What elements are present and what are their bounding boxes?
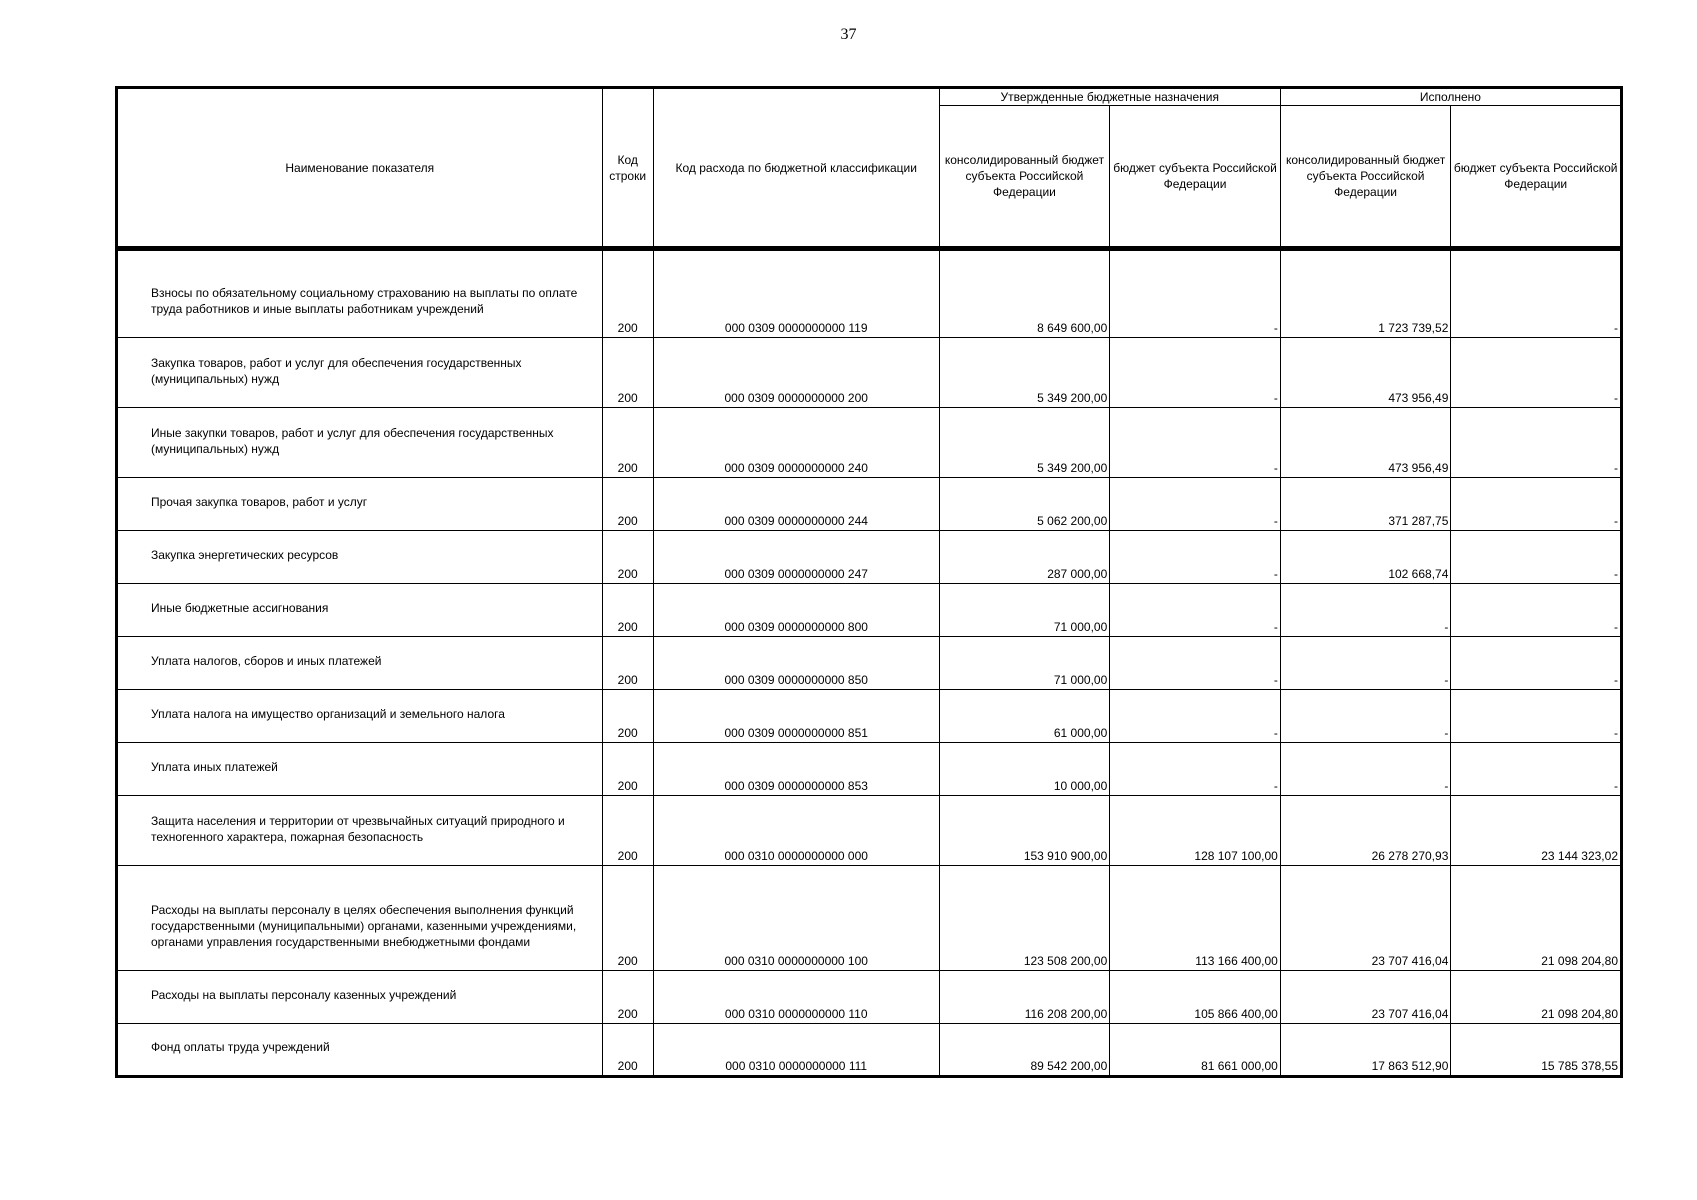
row-code: 200 xyxy=(602,584,653,637)
table-row xyxy=(117,1024,1622,1077)
row-executed-consolidated: 1 723 739,52 xyxy=(1280,249,1451,338)
header-executed-consolidated: консолидированный бюджет субъекта Российской Федерации xyxy=(1280,106,1451,249)
row-executed-subject: - xyxy=(1451,408,1622,478)
row-name-cell xyxy=(117,584,603,637)
row-executed-consolidated: 17 863 512,90 xyxy=(1280,1024,1451,1077)
row-code: 200 xyxy=(602,971,653,1024)
table-row xyxy=(117,249,1622,338)
row-executed-subject: - xyxy=(1451,338,1622,408)
row-executed-subject: 23 144 323,02 xyxy=(1451,796,1622,866)
row-name-cell xyxy=(117,531,603,584)
row-name-cell xyxy=(117,408,603,478)
table-row xyxy=(117,637,1622,690)
row-name: Уплата иных платежей xyxy=(151,760,278,774)
row-executed-subject: 21 098 204,80 xyxy=(1451,866,1622,971)
row-name-cell xyxy=(117,690,603,743)
row-executed-subject: - xyxy=(1451,690,1622,743)
table-row xyxy=(117,796,1622,866)
row-name-cell xyxy=(117,338,603,408)
row-name: Закупка товаров, работ и услуг для обеспечения государственных (муниципальных) нужд xyxy=(151,356,522,386)
row-approved-subject: - xyxy=(1110,637,1281,690)
row-name-cell xyxy=(117,637,603,690)
row-classification: 000 0309 0000000000 119 xyxy=(653,249,939,338)
row-name: Взносы по обязательному социальному страхованию на выплаты по оплате труда работников и иные выплаты работникам учреждений xyxy=(151,286,578,316)
row-name-cell xyxy=(117,866,603,971)
row-executed-consolidated: 102 668,74 xyxy=(1280,531,1451,584)
row-classification: 000 0309 0000000000 851 xyxy=(653,690,939,743)
row-executed-consolidated: - xyxy=(1280,743,1451,796)
row-name: Иные бюджетные ассигнования xyxy=(151,601,329,615)
row-code: 200 xyxy=(602,338,653,408)
row-classification: 000 0310 0000000000 000 xyxy=(653,796,939,866)
row-approved-subject: 128 107 100,00 xyxy=(1110,796,1281,866)
row-executed-consolidated: 23 707 416,04 xyxy=(1280,971,1451,1024)
row-executed-subject: 15 785 378,55 xyxy=(1451,1024,1622,1077)
row-executed-consolidated: 371 287,75 xyxy=(1280,478,1451,531)
row-approved-consolidated: 10 000,00 xyxy=(939,743,1110,796)
row-classification: 000 0310 0000000000 110 xyxy=(653,971,939,1024)
row-classification: 000 0309 0000000000 244 xyxy=(653,478,939,531)
row-executed-consolidated: - xyxy=(1280,690,1451,743)
row-name-cell xyxy=(117,478,603,531)
row-approved-consolidated: 5 349 200,00 xyxy=(939,338,1110,408)
row-name: Защита населения и территории от чрезвычайных ситуаций природного и техногенного характера, пожарная безопасность xyxy=(151,814,565,844)
row-name: Уплата налога на имущество организаций и земельного налога xyxy=(151,707,505,721)
row-name: Фонд оплаты труда учреждений xyxy=(151,1040,330,1054)
row-code: 200 xyxy=(602,743,653,796)
row-executed-subject: - xyxy=(1451,531,1622,584)
row-approved-consolidated: 5 349 200,00 xyxy=(939,408,1110,478)
row-classification: 000 0309 0000000000 200 xyxy=(653,338,939,408)
row-code: 200 xyxy=(602,1024,653,1077)
budget-execution-table xyxy=(115,86,1623,1078)
row-approved-consolidated: 116 208 200,00 xyxy=(939,971,1110,1024)
row-name-cell xyxy=(117,971,603,1024)
row-executed-consolidated: 23 707 416,04 xyxy=(1280,866,1451,971)
page-number: 37 xyxy=(840,26,857,43)
row-name: Иные закупки товаров, работ и услуг для обеспечения государственных (муниципальных) нужд xyxy=(151,426,554,456)
row-classification: 000 0309 0000000000 800 xyxy=(653,584,939,637)
header-group-approved: Утвержденные бюджетные назначения xyxy=(939,88,1280,106)
row-code: 200 xyxy=(602,866,653,971)
row-code: 200 xyxy=(602,408,653,478)
row-name: Уплата налогов, сборов и иных платежей xyxy=(151,654,382,668)
table-row xyxy=(117,531,1622,584)
row-approved-subject: - xyxy=(1110,408,1281,478)
row-executed-subject: - xyxy=(1451,478,1622,531)
row-code: 200 xyxy=(602,249,653,338)
row-name: Расходы на выплаты персоналу в целях обеспечения выполнения функций государственными (муниципальными) органами, казенными учреждениями, органами управления государственными внебюджетными фондами xyxy=(151,903,577,949)
row-approved-subject: - xyxy=(1110,478,1281,531)
row-approved-subject: - xyxy=(1110,584,1281,637)
row-classification: 000 0310 0000000000 111 xyxy=(653,1024,939,1077)
row-approved-consolidated: 61 000,00 xyxy=(939,690,1110,743)
row-name-cell xyxy=(117,743,603,796)
row-classification: 000 0309 0000000000 247 xyxy=(653,531,939,584)
table-row xyxy=(117,338,1622,408)
header-classification-code: Код расхода по бюджетной классификации xyxy=(653,88,939,249)
row-executed-subject: - xyxy=(1451,249,1622,338)
row-approved-subject: 81 661 000,00 xyxy=(1110,1024,1281,1077)
row-name-cell xyxy=(117,1024,603,1077)
header-approved-subject: бюджет субъекта Российской Федерации xyxy=(1110,106,1281,249)
row-approved-consolidated: 8 649 600,00 xyxy=(939,249,1110,338)
header-row-code: Код строки xyxy=(602,88,653,249)
table-row xyxy=(117,743,1622,796)
header-approved-consolidated: консолидированный бюджет субъекта Российской Федерации xyxy=(939,106,1110,249)
row-name: Прочая закупка товаров, работ и услуг xyxy=(151,495,368,509)
row-name-cell xyxy=(117,796,603,866)
header-executed-subject: бюджет субъекта Российской Федерации xyxy=(1451,106,1622,249)
header-group-executed: Исполнено xyxy=(1280,88,1621,106)
row-name: Закупка энергетических ресурсов xyxy=(151,548,339,562)
row-executed-consolidated: - xyxy=(1280,637,1451,690)
table-row xyxy=(117,584,1622,637)
row-classification: 000 0309 0000000000 850 xyxy=(653,637,939,690)
table-row xyxy=(117,408,1622,478)
row-executed-consolidated: 473 956,49 xyxy=(1280,338,1451,408)
row-approved-subject: - xyxy=(1110,338,1281,408)
table-row xyxy=(117,971,1622,1024)
row-code: 200 xyxy=(602,796,653,866)
row-approved-consolidated: 123 508 200,00 xyxy=(939,866,1110,971)
row-approved-consolidated: 153 910 900,00 xyxy=(939,796,1110,866)
row-code: 200 xyxy=(602,531,653,584)
row-name: Расходы на выплаты персоналу казенных учреждений xyxy=(151,988,457,1002)
row-approved-subject: 113 166 400,00 xyxy=(1110,866,1281,971)
row-code: 200 xyxy=(602,637,653,690)
row-approved-subject: - xyxy=(1110,531,1281,584)
row-approved-consolidated: 287 000,00 xyxy=(939,531,1110,584)
row-executed-subject: - xyxy=(1451,743,1622,796)
table-row xyxy=(117,866,1622,971)
row-classification: 000 0310 0000000000 100 xyxy=(653,866,939,971)
row-executed-subject: - xyxy=(1451,584,1622,637)
row-executed-subject: 21 098 204,80 xyxy=(1451,971,1622,1024)
row-code: 200 xyxy=(602,478,653,531)
header-name: Наименование показателя xyxy=(117,88,603,249)
row-classification: 000 0309 0000000000 240 xyxy=(653,408,939,478)
row-approved-consolidated: 71 000,00 xyxy=(939,584,1110,637)
row-approved-subject: - xyxy=(1110,743,1281,796)
row-approved-subject: - xyxy=(1110,690,1281,743)
row-approved-consolidated: 71 000,00 xyxy=(939,637,1110,690)
row-executed-consolidated: 473 956,49 xyxy=(1280,408,1451,478)
row-approved-consolidated: 89 542 200,00 xyxy=(939,1024,1110,1077)
row-approved-subject: 105 866 400,00 xyxy=(1110,971,1281,1024)
row-name-cell xyxy=(117,249,603,338)
table-row xyxy=(117,690,1622,743)
row-code: 200 xyxy=(602,690,653,743)
row-executed-consolidated: 26 278 270,93 xyxy=(1280,796,1451,866)
table-row xyxy=(117,478,1622,531)
row-executed-subject: - xyxy=(1451,637,1622,690)
row-classification: 000 0309 0000000000 853 xyxy=(653,743,939,796)
row-approved-consolidated: 5 062 200,00 xyxy=(939,478,1110,531)
row-executed-consolidated: - xyxy=(1280,584,1451,637)
row-approved-subject: - xyxy=(1110,249,1281,338)
